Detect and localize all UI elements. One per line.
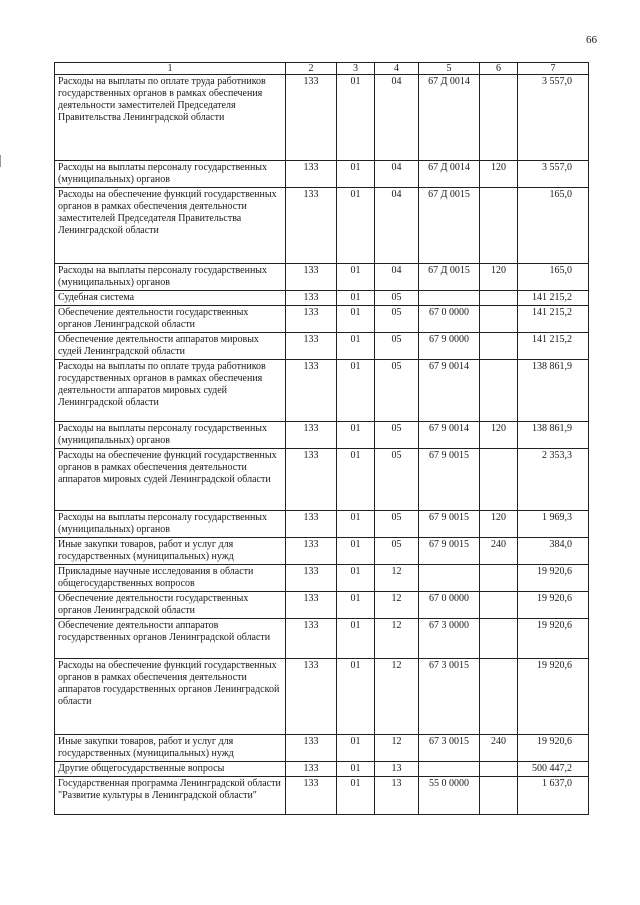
table-row	[55, 511, 589, 538]
cell-amount: 19 920,6	[518, 619, 589, 659]
cell-section-code: 01	[337, 659, 375, 735]
cell-section-code: 01	[337, 735, 375, 762]
cell-section-code: 01	[337, 619, 375, 659]
cell-ministry-code: 133	[286, 360, 337, 422]
cell-amount: 138 861,9	[518, 360, 589, 422]
cell-amount: 141 215,2	[518, 306, 589, 333]
cell-target-code	[419, 291, 480, 306]
table-body	[55, 75, 589, 815]
cell-subsection-code: 12	[375, 592, 419, 619]
cell-expense-type	[480, 565, 518, 592]
cell-amount: 165,0	[518, 188, 589, 264]
cell-subsection-code: 12	[375, 619, 419, 659]
cell-item-name: Обеспечение деятельности государственных органов Ленинградской области	[55, 306, 286, 333]
cell-expense-type	[480, 592, 518, 619]
table-row	[55, 619, 589, 659]
cell-ministry-code: 133	[286, 333, 337, 360]
cell-section-code: 01	[337, 565, 375, 592]
cell-section-code: 01	[337, 75, 375, 161]
cell-amount: 2 353,3	[518, 449, 589, 511]
table-row	[55, 592, 589, 619]
cell-target-code: 67 9 0015	[419, 449, 480, 511]
cell-subsection-code: 05	[375, 360, 419, 422]
cell-target-code: 67 Д 0015	[419, 264, 480, 291]
cell-ministry-code: 133	[286, 619, 337, 659]
cell-subsection-code: 05	[375, 422, 419, 449]
cell-section-code: 01	[337, 188, 375, 264]
cell-item-name: Расходы на выплаты по оплате труда работников государственных органов в рамках обеспечения деятельности заместителей Председателя Правительства Ленинградской области	[55, 75, 286, 161]
header-cell-1: 1	[55, 63, 286, 75]
cell-ministry-code: 133	[286, 565, 337, 592]
table-row	[55, 75, 589, 161]
cell-target-code: 67 9 0015	[419, 538, 480, 565]
cell-item-name: Расходы на выплаты персоналу государственных (муниципальных) органов	[55, 264, 286, 291]
table-row	[55, 538, 589, 565]
cell-subsection-code: 04	[375, 188, 419, 264]
cell-section-code: 01	[337, 449, 375, 511]
cell-amount: 19 920,6	[518, 659, 589, 735]
cell-target-code: 67 3 0000	[419, 619, 480, 659]
cell-expense-type	[480, 333, 518, 360]
table-row	[55, 306, 589, 333]
budget-table	[54, 62, 589, 815]
cell-item-name: Расходы на обеспечение функций государственных органов в рамках обеспечения деятельности аппаратов государственных органов Ленинградской области	[55, 659, 286, 735]
cell-amount: 141 215,2	[518, 291, 589, 306]
table-row	[55, 264, 589, 291]
cell-item-name: Иные закупки товаров, работ и услуг для государственных (муниципальных) нужд	[55, 735, 286, 762]
cell-ministry-code: 133	[286, 161, 337, 188]
cell-ministry-code: 133	[286, 735, 337, 762]
cell-amount: 138 861,9	[518, 422, 589, 449]
cell-subsection-code: 05	[375, 449, 419, 511]
table-row	[55, 188, 589, 264]
table-row	[55, 449, 589, 511]
scan-edge-mark	[0, 155, 4, 167]
cell-item-name: Расходы на выплаты персоналу государственных (муниципальных) органов	[55, 511, 286, 538]
cell-expense-type	[480, 619, 518, 659]
cell-section-code: 01	[337, 161, 375, 188]
cell-section-code: 01	[337, 306, 375, 333]
cell-item-name: Прикладные научные исследования в области общегосударственных вопросов	[55, 565, 286, 592]
cell-target-code: 67 9 0000	[419, 333, 480, 360]
cell-item-name: Другие общегосударственные вопросы	[55, 762, 286, 777]
cell-amount: 141 215,2	[518, 333, 589, 360]
cell-item-name: Расходы на выплаты персоналу государственных (муниципальных) органов	[55, 161, 286, 188]
table-row	[55, 659, 589, 735]
cell-section-code: 01	[337, 511, 375, 538]
cell-section-code: 01	[337, 538, 375, 565]
cell-subsection-code: 12	[375, 565, 419, 592]
cell-ministry-code: 133	[286, 449, 337, 511]
cell-expense-type	[480, 75, 518, 161]
cell-expense-type: 240	[480, 735, 518, 762]
cell-section-code: 01	[337, 592, 375, 619]
cell-target-code: 67 3 0015	[419, 659, 480, 735]
cell-section-code: 01	[337, 360, 375, 422]
cell-expense-type	[480, 360, 518, 422]
cell-expense-type: 120	[480, 422, 518, 449]
table-row	[55, 360, 589, 422]
cell-target-code: 67 Д 0015	[419, 188, 480, 264]
cell-ministry-code: 133	[286, 75, 337, 161]
cell-target-code: 67 Д 0014	[419, 75, 480, 161]
header-cell-6: 6	[480, 63, 518, 75]
table-row	[55, 161, 589, 188]
cell-item-name: Обеспечение деятельности аппаратов государственных органов Ленинградской области	[55, 619, 286, 659]
cell-target-code: 67 3 0015	[419, 735, 480, 762]
cell-expense-type	[480, 188, 518, 264]
cell-expense-type: 120	[480, 511, 518, 538]
cell-ministry-code: 133	[286, 291, 337, 306]
cell-item-name: Обеспечение деятельности аппаратов мировых судей Ленинградской области	[55, 333, 286, 360]
cell-item-name: Расходы на обеспечение функций государственных органов в рамках обеспечения деятельности заместителей Председателя Правительства Ленинградской области	[55, 188, 286, 264]
header-cell-5: 5	[419, 63, 480, 75]
cell-expense-type	[480, 777, 518, 815]
table-row	[55, 333, 589, 360]
cell-target-code: 67 0 0000	[419, 592, 480, 619]
cell-section-code: 01	[337, 333, 375, 360]
page-number: 66	[586, 34, 597, 46]
header-cell-3: 3	[337, 63, 375, 75]
cell-subsection-code: 04	[375, 264, 419, 291]
cell-expense-type	[480, 291, 518, 306]
cell-amount: 1 637,0	[518, 777, 589, 815]
cell-target-code: 67 9 0014	[419, 360, 480, 422]
cell-section-code: 01	[337, 762, 375, 777]
table-row	[55, 762, 589, 777]
cell-expense-type: 120	[480, 161, 518, 188]
cell-item-name: Обеспечение деятельности государственных органов Ленинградской области	[55, 592, 286, 619]
table-row	[55, 422, 589, 449]
cell-ministry-code: 133	[286, 188, 337, 264]
cell-target-code: 67 0 0000	[419, 306, 480, 333]
header-cell-4: 4	[375, 63, 419, 75]
table-row	[55, 735, 589, 762]
cell-expense-type	[480, 306, 518, 333]
cell-section-code: 01	[337, 291, 375, 306]
cell-amount: 19 920,6	[518, 592, 589, 619]
cell-subsection-code: 05	[375, 511, 419, 538]
header-row	[55, 63, 589, 75]
cell-target-code: 67 9 0015	[419, 511, 480, 538]
cell-amount: 384,0	[518, 538, 589, 565]
cell-subsection-code: 12	[375, 735, 419, 762]
header-cell-2: 2	[286, 63, 337, 75]
cell-item-name: Расходы на обеспечение функций государственных органов в рамках обеспечения деятельности аппаратов мировых судей Ленинградской области	[55, 449, 286, 511]
cell-target-code: 67 9 0014	[419, 422, 480, 449]
cell-item-name: Иные закупки товаров, работ и услуг для государственных (муниципальных) нужд	[55, 538, 286, 565]
cell-subsection-code: 12	[375, 659, 419, 735]
cell-subsection-code: 05	[375, 306, 419, 333]
cell-amount: 3 557,0	[518, 75, 589, 161]
cell-section-code: 01	[337, 777, 375, 815]
cell-item-name: Расходы на выплаты по оплате труда работников государственных органов в рамках обеспечения деятельности аппаратов мировых судей Ленинградской области	[55, 360, 286, 422]
cell-subsection-code: 04	[375, 161, 419, 188]
cell-subsection-code: 04	[375, 75, 419, 161]
cell-subsection-code: 13	[375, 762, 419, 777]
cell-ministry-code: 133	[286, 538, 337, 565]
cell-target-code	[419, 565, 480, 592]
budget-table-container	[54, 62, 588, 815]
table-row	[55, 777, 589, 815]
cell-ministry-code: 133	[286, 306, 337, 333]
cell-ministry-code: 133	[286, 511, 337, 538]
cell-ministry-code: 133	[286, 264, 337, 291]
cell-item-name: Расходы на выплаты персоналу государственных (муниципальных) органов	[55, 422, 286, 449]
cell-ministry-code: 133	[286, 659, 337, 735]
cell-item-name: Государственная программа Ленинградской области "Развитие культуры в Ленинградской области"	[55, 777, 286, 815]
cell-ministry-code: 133	[286, 592, 337, 619]
cell-item-name: Судебная система	[55, 291, 286, 306]
cell-amount: 3 557,0	[518, 161, 589, 188]
cell-section-code: 01	[337, 264, 375, 291]
cell-expense-type	[480, 762, 518, 777]
cell-expense-type: 120	[480, 264, 518, 291]
cell-amount: 19 920,6	[518, 735, 589, 762]
cell-section-code: 01	[337, 422, 375, 449]
cell-subsection-code: 13	[375, 777, 419, 815]
cell-expense-type	[480, 449, 518, 511]
cell-ministry-code: 133	[286, 422, 337, 449]
cell-target-code: 67 Д 0014	[419, 161, 480, 188]
cell-target-code: 55 0 0000	[419, 777, 480, 815]
cell-target-code	[419, 762, 480, 777]
cell-ministry-code: 133	[286, 777, 337, 815]
cell-subsection-code: 05	[375, 291, 419, 306]
cell-amount: 19 920,6	[518, 565, 589, 592]
cell-ministry-code: 133	[286, 762, 337, 777]
cell-expense-type: 240	[480, 538, 518, 565]
cell-subsection-code: 05	[375, 538, 419, 565]
cell-amount: 500 447,2	[518, 762, 589, 777]
cell-subsection-code: 05	[375, 333, 419, 360]
table-row	[55, 291, 589, 306]
cell-amount: 165,0	[518, 264, 589, 291]
cell-amount: 1 969,3	[518, 511, 589, 538]
table-row	[55, 565, 589, 592]
header-cell-7: 7	[518, 63, 589, 75]
cell-expense-type	[480, 659, 518, 735]
